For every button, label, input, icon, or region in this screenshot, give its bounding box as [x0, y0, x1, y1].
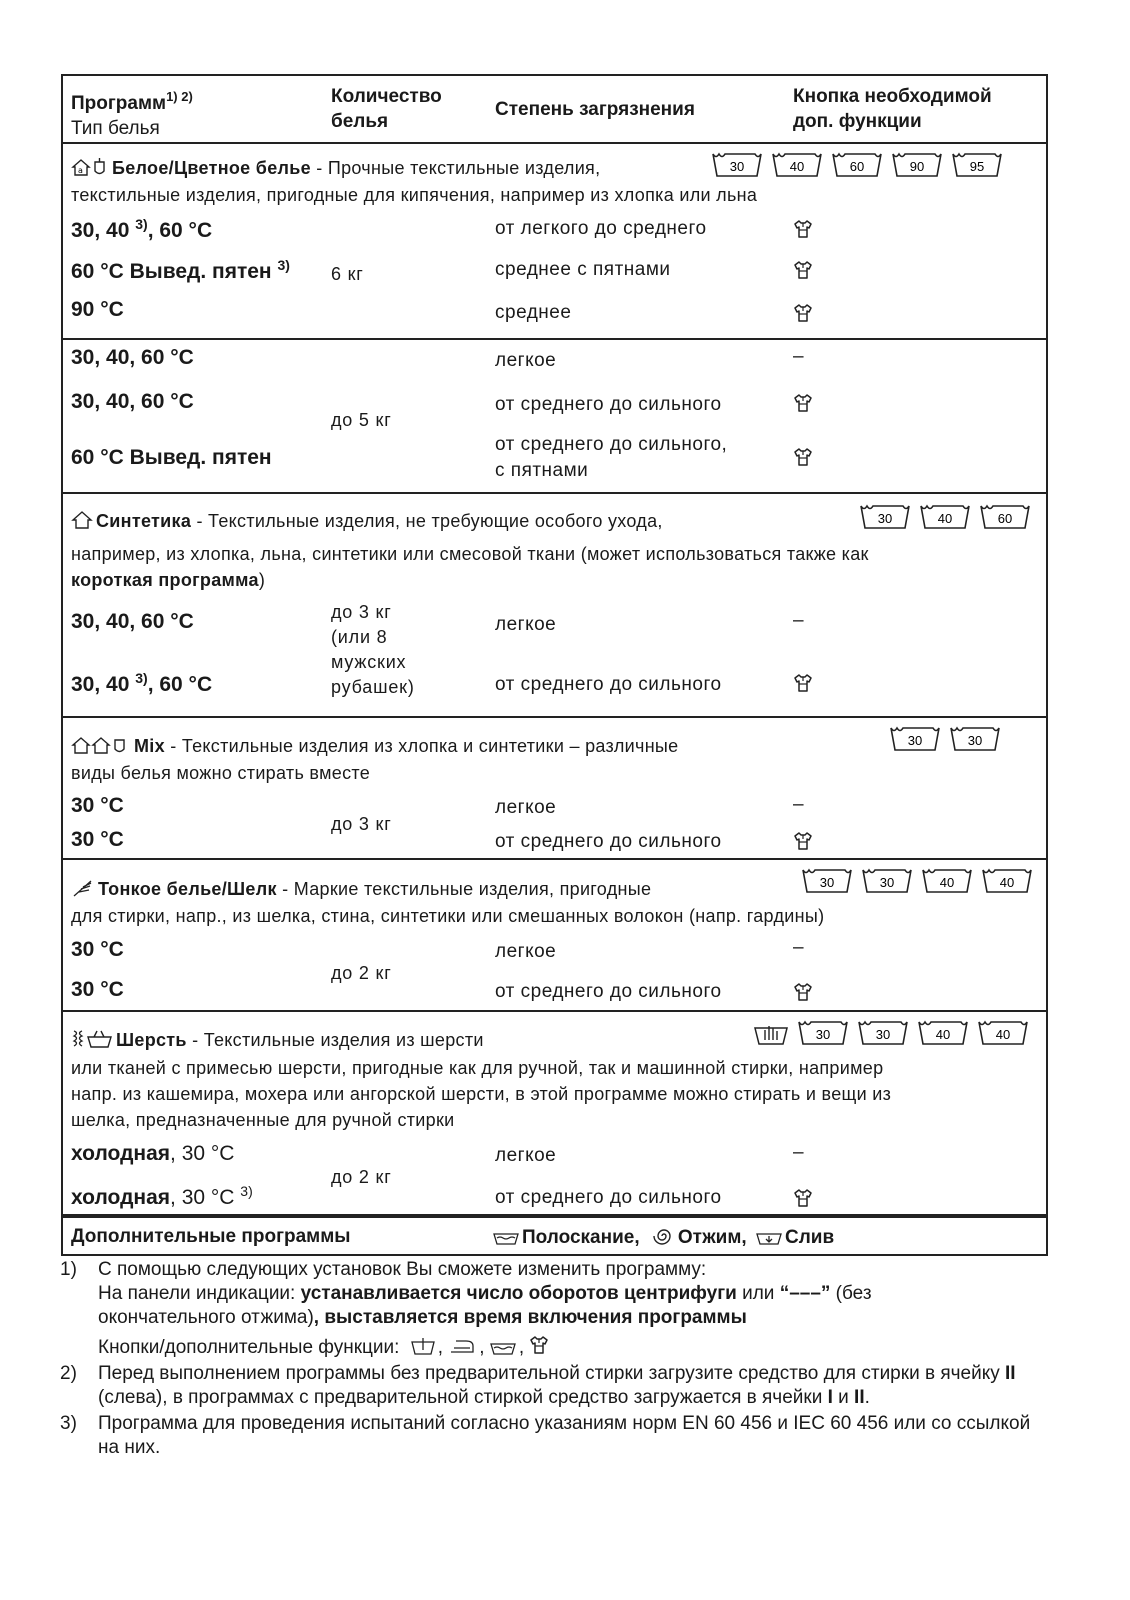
footnotes — [60, 1258, 1050, 1462]
soil-row-2: от среднего до сильного — [495, 981, 722, 1002]
svg-text:a: a — [78, 166, 84, 175]
temp-row-4: 30, 40, 60 °C — [71, 346, 194, 369]
section-mix — [63, 718, 1046, 860]
rinse-plus-icon — [490, 1338, 516, 1356]
temp-row-2: холодная, 30 °C $^{3)}$ — [71, 1183, 253, 1209]
section-desc-2: напр. из кашемира, мохера или ангорской шерсти, в этой программе можно стирать и вещи из — [71, 1084, 892, 1104]
additional-options: Полоскание, Отжим, Слив — [493, 1226, 834, 1249]
wash-temp-30-icon — [711, 152, 763, 178]
svg-text:30: 30 — [729, 159, 745, 174]
svg-text:30: 30 — [815, 1027, 831, 1042]
svg-text:30: 30 — [875, 1027, 891, 1042]
wash-temp-60-icon — [979, 504, 1031, 530]
section-intro: Mix - Текстильные изделия из хлопка и синтетики – различные — [71, 735, 678, 757]
temp-row-1: холодная, 30 °C — [71, 1142, 235, 1165]
shirt-icon — [793, 830, 813, 858]
svg-text:40: 40 — [995, 1027, 1011, 1042]
soil-row-6: от среднего до сильного, с пятнами — [495, 434, 728, 481]
wash-temp-40-icon — [771, 152, 823, 178]
header-load: Количество белья — [331, 86, 442, 132]
section-intro: Тонкое белье/Шелк - Маркие текстильные изделия, пригодные — [71, 878, 651, 900]
load-6kg: 6 кг — [331, 264, 364, 284]
load-5kg: до 5 кг — [331, 410, 392, 430]
svg-text:40: 40 — [789, 159, 805, 174]
svg-text:95: 95 — [969, 159, 985, 174]
no-function-dash: – — [793, 346, 804, 367]
symbols-mix — [889, 726, 1001, 752]
no-function-dash: – — [793, 1142, 804, 1163]
section-desc: например, из хлопка, льна, синтетики или смесовой ткани (может использоваться также как — [71, 544, 869, 564]
svg-text:30: 30 — [819, 875, 835, 890]
temp-row-6: 60 °C Вывед. пятен — [71, 446, 272, 469]
shirt-icon — [793, 446, 813, 474]
synthetic-icon — [71, 510, 93, 530]
feather-icon — [71, 878, 95, 898]
soil-row-4: легкое — [495, 350, 557, 371]
soil-row-1: легкое — [495, 614, 557, 635]
section-delicate — [63, 860, 1046, 1012]
svg-text:40: 40 — [939, 875, 955, 890]
hand-wash-icon — [753, 1020, 789, 1048]
svg-text:90: 90 — [909, 159, 925, 174]
symbols-delicate — [801, 868, 1033, 894]
section-intro: Шерсть - Текстильные изделия из шерсти — [71, 1029, 484, 1051]
footnote-3: 3) Программа для проведения испытаний согласно указаниям норм EN 60 456 и IEC 60 456 или со ссылкой на них. — [60, 1413, 1031, 1458]
cotton-icon — [71, 157, 109, 177]
footnote-2: 2) Перед выполнением программы без предварительной стирки загрузите средство для стирки в ячейку II (слева), в программах с предварительной стиркой средство загружается в ячейки I и II. — [60, 1363, 1016, 1408]
no-function-dash: – — [793, 794, 804, 815]
footnote-1: 1) С помощью следующих установок Вы сможете изменить программу: На панели индикации: устанавливается число оборотов центрифуги или “–––” (без окончательного отжима), выставляется время включения программы Кнопки/дополнительные функции: , , , — [60, 1259, 872, 1358]
section-white-part1 — [63, 144, 1046, 340]
section-synthetic — [63, 494, 1046, 718]
shirt-icon — [793, 981, 813, 1009]
symbols-synthetic — [859, 504, 1031, 530]
svg-text:30: 30 — [877, 511, 893, 526]
spin-icon — [653, 1226, 675, 1246]
wash-temp-30-icon — [861, 868, 913, 894]
wash-temp-30-icon — [889, 726, 941, 752]
drain-icon — [756, 1228, 782, 1246]
wash-temp-60-icon — [831, 152, 883, 178]
soil-row-2: от среднего до сильного — [495, 674, 722, 695]
shirt-icon — [529, 1334, 549, 1356]
additional-label: Дополнительные программы — [71, 1226, 351, 1247]
svg-text:60: 60 — [849, 159, 865, 174]
wash-temp-30-icon — [859, 504, 911, 530]
svg-text:30: 30 — [907, 733, 923, 748]
soil-row-1: легкое — [495, 797, 557, 818]
temp-row-2: 30, 40 $^{3)}$, 60 °C — [71, 670, 213, 696]
table-header — [63, 76, 1046, 144]
temp-row-2: 30 °C — [71, 978, 124, 1001]
wool-icon — [71, 1029, 113, 1049]
svg-text:40: 40 — [937, 511, 953, 526]
shirt-icon — [793, 302, 813, 330]
temp-row-2: 30 °C — [71, 828, 124, 851]
svg-text:40: 40 — [935, 1027, 951, 1042]
load-3kg: до 3 кг (или 8 мужских рубашек) — [331, 602, 415, 697]
soil-row-1: легкое — [495, 941, 557, 962]
temp-row-3: 90 °C — [71, 298, 124, 321]
section-intro: a Белое/Цветное белье - Прочные текстильные изделия, — [71, 157, 600, 179]
shirt-icon — [793, 672, 813, 700]
header-button: Кнопка необходимой доп. функции — [793, 86, 992, 132]
section-intro: Синтетика - Текстильные изделия, не требующие особого ухода, — [71, 510, 663, 532]
wash-temp-40-icon — [981, 868, 1033, 894]
wash-temp-30-icon — [797, 1020, 849, 1046]
rinse-icon — [493, 1228, 519, 1246]
section-desc-2: короткая программа) — [71, 570, 266, 590]
header-program: Программ$^{1) 2)}$ Тип белья — [71, 89, 193, 139]
prewash-icon — [411, 1336, 435, 1356]
section-white-color — [63, 144, 1046, 494]
load-3kg: до 3 кг — [331, 814, 392, 834]
program-table — [61, 74, 1048, 1216]
temp-row-1: 30 °C — [71, 794, 124, 817]
wash-temp-30-icon — [857, 1020, 909, 1046]
temp-row-1: 30 °C — [71, 938, 124, 961]
soil-row-1: от легкого до среднего — [495, 218, 707, 239]
svg-text:40: 40 — [999, 875, 1015, 890]
svg-text:60: 60 — [997, 511, 1013, 526]
easy-iron-icon — [448, 1336, 476, 1356]
mix-icon — [71, 735, 131, 755]
temp-row-1: 30, 40 $^{3)}$, 60 °C — [71, 216, 213, 242]
load-2kg: до 2 кг — [331, 1167, 392, 1187]
temp-row-1: 30, 40, 60 °C — [71, 610, 194, 633]
shirt-icon — [793, 259, 813, 287]
section-desc: или тканей с примесью шерсти, пригодные как для ручной, так и машинной стирки, например — [71, 1058, 884, 1078]
section-wool — [63, 1012, 1046, 1214]
wash-temp-40-icon — [977, 1020, 1029, 1046]
wash-temp-95-icon — [951, 152, 1003, 178]
section-desc: виды белья можно стирать вместе — [71, 763, 371, 783]
load-2kg: до 2 кг — [331, 963, 392, 983]
soil-row-5: от среднего до сильного — [495, 394, 722, 415]
wash-temp-30-icon — [949, 726, 1001, 752]
soil-row-2: среднее с пятнами — [495, 259, 671, 280]
wash-temp-40-icon — [917, 1020, 969, 1046]
temp-row-5: 30, 40, 60 °C — [71, 390, 194, 413]
no-function-dash: – — [793, 937, 804, 958]
header-soil: Степень загрязнения — [495, 99, 695, 120]
wash-temp-90-icon — [891, 152, 943, 178]
soil-row-3: среднее — [495, 302, 572, 323]
soil-row-1: легкое — [495, 1145, 557, 1166]
section-desc: для стирки, напр., из шелка, стина, синтетики или смешанных волокон (напр. гардины) — [71, 906, 825, 926]
soil-row-2: от среднего до сильного — [495, 831, 722, 852]
no-function-dash: – — [793, 610, 804, 631]
shirt-icon — [793, 218, 813, 246]
soil-row-2: от среднего до сильного — [495, 1187, 722, 1208]
symbols-wool — [753, 1020, 1029, 1048]
wash-temp-30-icon — [801, 868, 853, 894]
svg-text:30: 30 — [967, 733, 983, 748]
shirt-icon — [793, 392, 813, 420]
svg-text:30: 30 — [879, 875, 895, 890]
symbols-white — [711, 152, 1003, 178]
shirt-icon — [793, 1187, 813, 1215]
wash-temp-40-icon — [919, 504, 971, 530]
temp-row-2: 60 °C Вывед. пятен $^{3)}$ — [71, 257, 290, 283]
additional-programs — [61, 1216, 1048, 1256]
wash-temp-40-icon — [921, 868, 973, 894]
section-desc: текстильные изделия, пригодные для кипячения, например из хлопка или льна — [71, 185, 758, 205]
section-desc-3: шелка, предназначенные для ручной стирки — [71, 1110, 455, 1130]
